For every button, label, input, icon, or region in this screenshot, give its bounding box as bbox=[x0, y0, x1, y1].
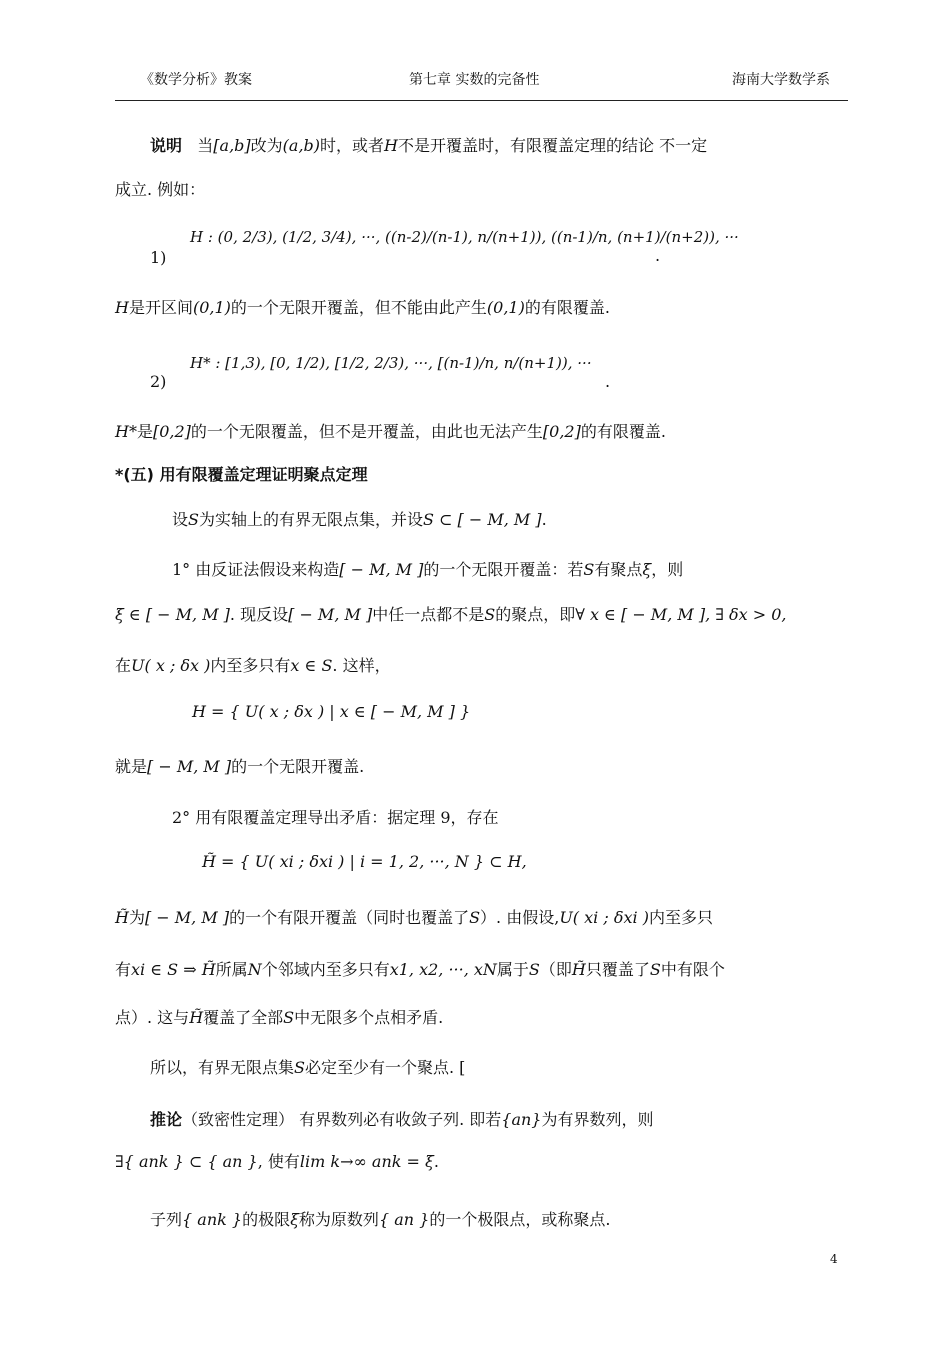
math: N bbox=[247, 960, 262, 979]
text: 有 bbox=[115, 960, 132, 979]
remark-text: 时，或者 bbox=[320, 136, 385, 155]
text: , 使有 bbox=[257, 1152, 300, 1171]
corollary-line-1 bbox=[150, 1110, 654, 1130]
text: 称为原数列 bbox=[298, 1210, 379, 1229]
text: （即 bbox=[539, 960, 572, 979]
text: 个邻域内至多只有 bbox=[261, 960, 390, 979]
step-1-formula: H = { U( x ; δx ) | x ∈ [ − M, M ] } bbox=[192, 702, 471, 721]
text: 中无限多个点相矛盾. bbox=[294, 1008, 444, 1027]
example-2-text bbox=[115, 422, 666, 442]
math: {an} bbox=[501, 1110, 542, 1129]
math: (a,b) bbox=[282, 136, 321, 155]
math: [ − M, M ] bbox=[147, 757, 232, 776]
math: { an } bbox=[378, 1210, 430, 1229]
text: 的一个无限开覆盖：若 bbox=[423, 560, 584, 579]
text: 就是 bbox=[115, 757, 148, 776]
example-2-formula: H* : [1,3), [0, 1/2), [1/2, 2/3), ···, [(n-1)/n, n/(n+1)), ··· bbox=[190, 354, 592, 372]
text: 所以，有界无限点集 bbox=[150, 1058, 295, 1077]
text: 的一个无限覆盖，但不是开覆盖，由此也无法产生 bbox=[190, 422, 543, 441]
math: S bbox=[188, 510, 199, 529]
remark-line-2: 成立. 例如： bbox=[115, 180, 206, 199]
header-left: 《数学分析》教案 bbox=[140, 72, 252, 88]
math: S bbox=[583, 560, 595, 579]
corollary-line-2 bbox=[115, 1152, 439, 1172]
math: lim k→∞ ank = ξ bbox=[299, 1152, 434, 1171]
math: ξ bbox=[290, 1210, 299, 1229]
text: 的极限 bbox=[242, 1210, 291, 1229]
header-center: 第七章 实数的完备性 bbox=[409, 72, 540, 88]
page-number: 4 bbox=[830, 1252, 838, 1266]
remark-text: 不是开覆盖时，有限覆盖定理的结论 不一定 bbox=[398, 136, 708, 155]
text: 的一个无限开覆盖，但不能由此产生 bbox=[230, 298, 487, 317]
math: H bbox=[384, 136, 398, 155]
math: U( x ; δx ) bbox=[131, 656, 211, 675]
text: 有聚点 bbox=[594, 560, 643, 579]
text: 内至多只有 bbox=[210, 656, 291, 675]
math: ∃{ ank } ⊂ { an } bbox=[115, 1152, 258, 1171]
text: 所属 bbox=[215, 960, 248, 979]
math: [0,2] bbox=[152, 422, 191, 441]
step-2-line-5 bbox=[115, 1008, 443, 1028]
text: （致密性定理） 有界数列必有收敛子列. 即若 bbox=[182, 1110, 502, 1129]
step-1-line-2 bbox=[115, 605, 787, 625]
text: . 现反设 bbox=[229, 605, 289, 624]
text: . 这样， bbox=[332, 656, 391, 675]
math: H̃ bbox=[115, 908, 129, 927]
text: ，则 bbox=[651, 560, 684, 579]
text: 只覆盖了 bbox=[585, 960, 650, 979]
text: 的一个有限开覆盖（同时也覆盖了 bbox=[229, 908, 470, 927]
text: 的有限覆盖. bbox=[524, 298, 610, 317]
text: 在 bbox=[115, 656, 132, 675]
math: S ⊂ [ − M, M ] bbox=[423, 510, 542, 529]
math: H* bbox=[115, 422, 137, 441]
math: [ − M, M ] bbox=[288, 605, 373, 624]
text: ）. 由假设, bbox=[480, 908, 560, 927]
math: [ − M, M ] bbox=[144, 908, 230, 927]
text: 为实轴上的有界无限点集，并设 bbox=[198, 510, 423, 529]
math: S bbox=[283, 1008, 295, 1027]
step-2-line-1: 2° 用有限覆盖定理导出矛盾：据定理 9，存在 bbox=[172, 808, 499, 827]
text: 为有界数列，则 bbox=[541, 1110, 654, 1129]
text: 的一个无限开覆盖. bbox=[231, 757, 365, 776]
corollary-label: 推论 bbox=[150, 1110, 183, 1129]
math: [0,2] bbox=[542, 422, 581, 441]
math: S bbox=[484, 605, 496, 624]
example-2-dot: . bbox=[605, 372, 611, 391]
math: S bbox=[469, 908, 481, 927]
remark-label: 说明 bbox=[150, 136, 183, 155]
math: H̃ bbox=[189, 1008, 204, 1027]
corollary-line-3 bbox=[150, 1210, 610, 1230]
math: x ∈ S bbox=[290, 656, 333, 675]
text: . bbox=[433, 1152, 439, 1171]
text: . bbox=[541, 510, 547, 529]
text: 的有限覆盖. bbox=[580, 422, 666, 441]
math: H bbox=[115, 298, 129, 317]
text: 必定至少有一个聚点. [ bbox=[304, 1058, 466, 1077]
conclusion bbox=[150, 1058, 465, 1078]
paragraph-1 bbox=[172, 510, 547, 530]
step-2-line-3 bbox=[115, 908, 713, 928]
math: H̃ bbox=[571, 960, 586, 979]
text: 点）. 这与 bbox=[115, 1008, 190, 1027]
text: 内至多只 bbox=[648, 908, 713, 927]
math: (0,1) bbox=[486, 298, 525, 317]
remark-text: 改为 bbox=[250, 136, 283, 155]
text: 设 bbox=[172, 510, 189, 529]
text: 的聚点，即 bbox=[495, 605, 576, 624]
step-1-line-1 bbox=[172, 560, 683, 580]
example-2-number: 2) bbox=[150, 372, 167, 391]
math: x1, x2, ···, xN bbox=[389, 960, 497, 979]
text: 中任一点都不是 bbox=[372, 605, 485, 624]
text: 为 bbox=[128, 908, 145, 927]
text: 的一个极限点，或称聚点. bbox=[429, 1210, 611, 1229]
example-1-number: 1) bbox=[150, 248, 167, 267]
math: ∀ x ∈ [ − M, M ], ∃ δx > 0, bbox=[575, 605, 787, 624]
step-2-line-4 bbox=[115, 960, 725, 980]
header-right: 海南大学数学系 bbox=[732, 72, 830, 88]
header-rule bbox=[115, 100, 848, 101]
text: 属于 bbox=[496, 960, 529, 979]
text: 是 bbox=[136, 422, 153, 441]
example-1-dot: . bbox=[655, 246, 661, 265]
text: 子列 bbox=[150, 1210, 183, 1229]
math: S bbox=[528, 960, 540, 979]
math: ξ ∈ [ − M, M ] bbox=[115, 605, 230, 624]
math: S bbox=[649, 960, 661, 979]
text: 覆盖了全部 bbox=[203, 1008, 284, 1027]
example-1-text bbox=[115, 298, 610, 318]
text: 中有限个 bbox=[660, 960, 725, 979]
math: U( xi ; δxi ) bbox=[559, 908, 649, 927]
step-2-formula: H̃ = { U( xi ; δxi ) | i = 1, 2, ···, N } ⊂ H, bbox=[202, 852, 527, 871]
math: [ − M, M ] bbox=[339, 560, 424, 579]
text: 是开区间 bbox=[128, 298, 193, 317]
step-1-line-5 bbox=[115, 757, 364, 777]
math: (0,1) bbox=[192, 298, 231, 317]
step-1-line-3 bbox=[115, 656, 391, 676]
text: 1° 由反证法假设来构造 bbox=[172, 560, 340, 579]
remark-text: 当 bbox=[197, 136, 214, 155]
section-title: *(五) 用有限覆盖定理证明聚点定理 bbox=[115, 465, 368, 484]
math: { ank } bbox=[182, 1210, 243, 1229]
math: ξ bbox=[642, 560, 652, 579]
remark-line-1 bbox=[150, 136, 707, 156]
math: S bbox=[294, 1058, 305, 1077]
math: [a,b] bbox=[213, 136, 251, 155]
example-1-formula: H : (0, 2/3), (1/2, 3/4), ···, ((n-2)/(n-1), n/(n+1)), ((n-1)/n, (n+1)/(n+2)), ··· bbox=[190, 228, 739, 246]
math: xi ∈ S ⇒ H̃ bbox=[131, 960, 216, 979]
